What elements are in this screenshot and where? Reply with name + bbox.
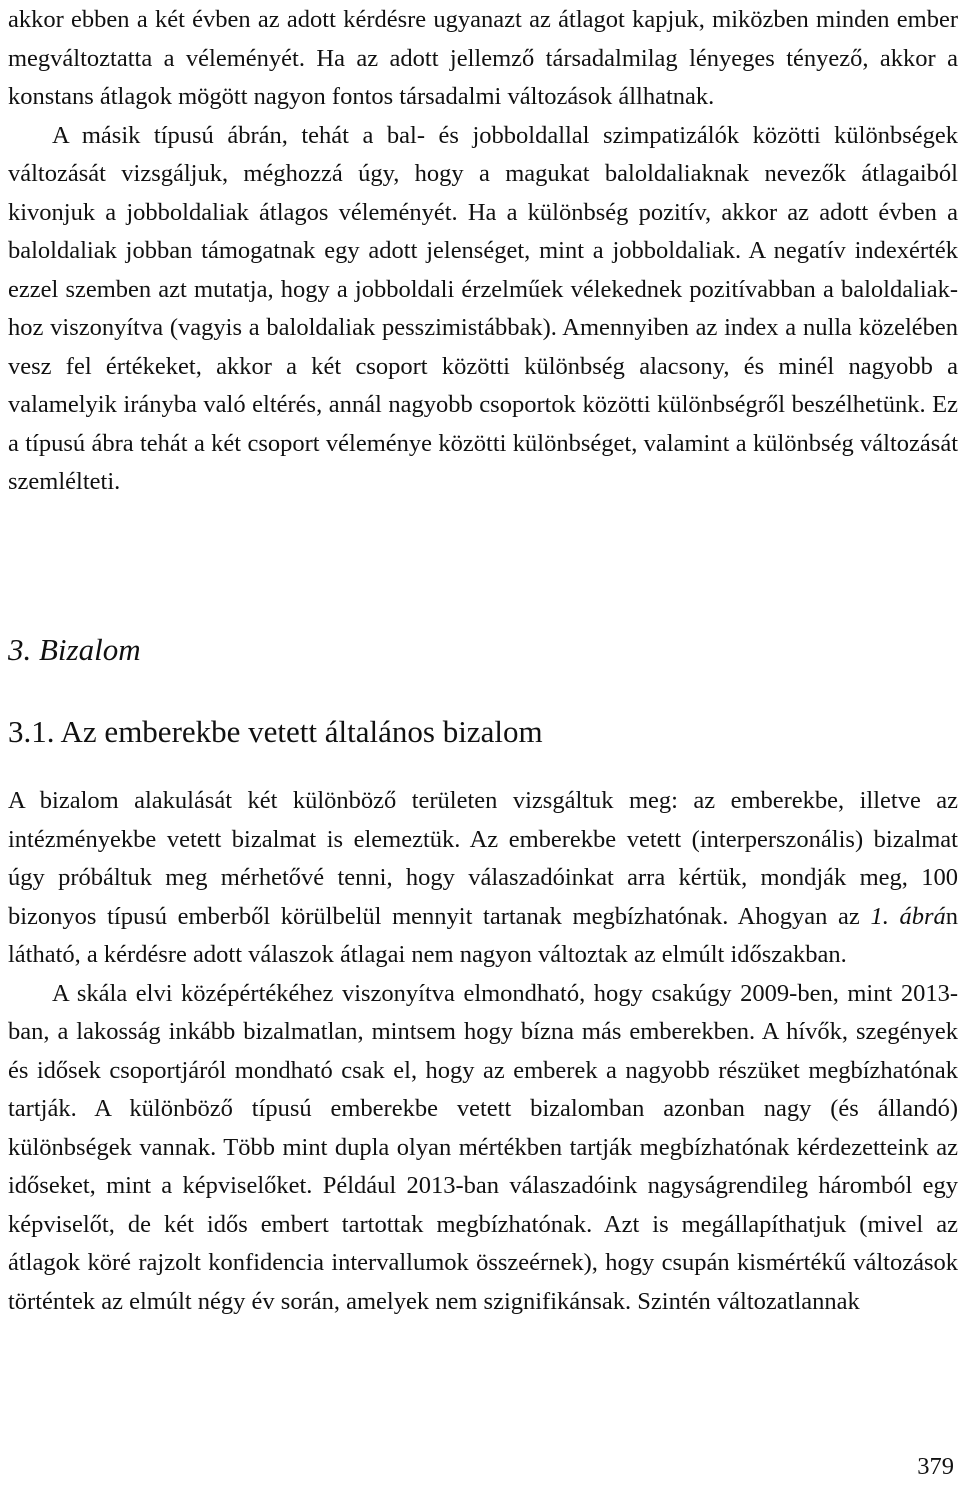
paragraph-trust-details: A skála elvi középértékéhez viszonyítva elmondható, hogy csakúgy 2009-ben, mint 2013-ban, a lakosság inkább bizalmatlan, mintsem hogy bízna más emberekben. A hívők, szegények és idősek csoportjáról mondható csak el, hogy az emberek a nagyobb részüket megbízhatónak tartják. A különböző típusú emberekbe vetett bizalomban azonban nagy (és állandó) különbségek vannak. Több mint dupla olyan mértékben tartják megbízhatónak kérdezetteink az időseket, mint a képviselőket. Például 2013-ban válaszadóink nagyságrendileg háromból egy képviselőt, de két idős embert tartottak megbízhatónak. Azt is megállapíthatjuk (mivel az átlagok köré rajzolt konfidencia intervallumok összeérnek), hogy csupán kismértékű változások történtek az elmúlt négy év során, amelyek nem szignifikánsak. Szintén változatlannak: [8, 979, 958, 1315]
paragraph-continuation: akkor ebben a két évben az adott kérdésre ugyanazt az átlagot kapjuk, miközben minden ember megváltoztatta a véleményét. Ha az adott jellemző társadalmilag lényeges tényező, akkor a konstans átlagok mögött nagyon fontos társadalmi változások állhatnak.: [8, 6, 958, 110]
subsection-heading: 3.1. Az emberekbe vetett általános bizalom: [8, 714, 543, 749]
paragraph-figure-types: A másik típusú ábrán, tehát a bal- és jobboldallal szimpatizálók közötti különbségek változását vizsgáljuk, méghozzá úgy, hogy a magukat baloldaliaknak nevezők átlagaiból kivonjuk a jobboldaliak átlagos véleményét. Ha a különbség pozitív, akkor az adott évben a baloldaliak jobban támogatnak egy adott jelenséget, mint a jobboldaliak. A negatív indexérték ezzel szemben azt mutatja, hogy a jobboldali érzelműek vélekednek pozitívabban a baloldaliakhoz viszonyítva (vagyis a baloldaliak pesszimistábbak). Amennyiben az index a nulla közelében vesz fel értékeket, akkor a két csoport közötti különbség alacsony, és minél nagyobb a valamelyik irányba való eltérés, annál nagyobb csoportok közötti különbségről beszélhetünk. Ez a típusú ábra tehát a két csoport véleménye közötti különbséget, valamint a különbség változását szemlélteti.: [8, 121, 958, 495]
figure-reference: 1. ábrá: [870, 902, 946, 930]
paragraph-trust-intro-tail: n látható, a kérdésre adott válaszok átlagai nem nagyon változtak az elmúlt időszakban.: [8, 902, 958, 968]
text-block-top: [8, 0, 958, 502]
section-heading: 3. Bizalom: [8, 632, 141, 667]
page-number: 379: [917, 1453, 954, 1480]
paragraph-trust-intro: [8, 782, 958, 975]
paragraph-trust-intro-text: A bizalom alakulását két különböző területen vizsgáltuk meg: az emberekbe, illetve az intézményekbe vetett bizalmat is elemeztük. Az emberekbe vetett (interperszonális) bizalmat úgy próbáltuk meg mérhetővé tenni, hogy válaszadóinkat arra kértük, mondják meg, 100 bizonyos típusú emberből körülbelül mennyit tartanak megbízhatónak. Ahogyan az: [8, 787, 958, 930]
text-block-trust: [8, 782, 958, 1321]
